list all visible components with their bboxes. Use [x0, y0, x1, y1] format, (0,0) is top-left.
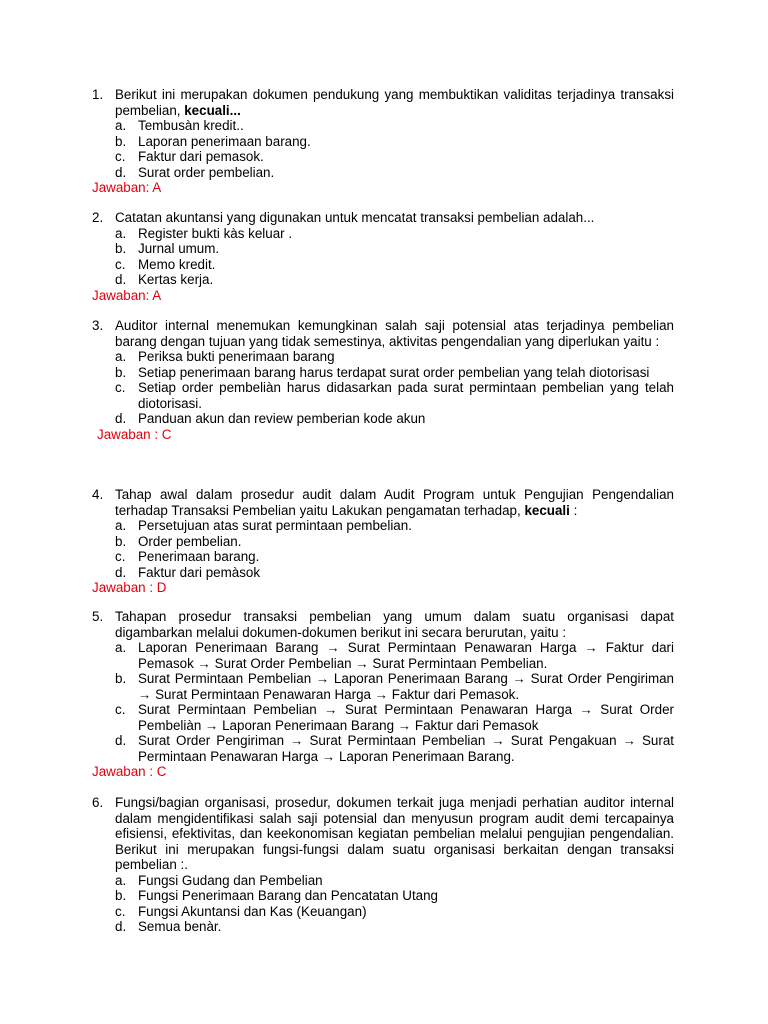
- question-text: Catatan akuntansi yang digunakan untuk mencatat transaksi pembelian adalah...: [115, 210, 595, 225]
- question-text: Berikut ini merupakan dokumen pendukung yang membuktikan validitas terjadinya transaksi pembelian, kecuali...: [115, 87, 674, 118]
- option-list: [92, 226, 674, 288]
- question-3: [92, 318, 674, 442]
- option-a: a. Tembusàn kredit..: [115, 118, 244, 133]
- option-a: a. Fungsi Gudang dan Pembelian: [115, 872, 323, 888]
- option-d: d. Semua benàr.: [115, 919, 222, 934]
- question-number: 6.: [92, 795, 104, 810]
- answer-key: Jawaban : C: [92, 764, 167, 779]
- option-d: d. Surat order pembelian.: [115, 164, 275, 180]
- option-b: b. Laporan penerimaan barang.: [115, 133, 311, 149]
- option-list: [92, 873, 674, 935]
- option-d: d. Faktur dari pemàsok: [115, 564, 261, 580]
- option-b: b. Order pembelian.: [115, 533, 242, 549]
- option-c: c. Setiap order pembeliàn harus didasarkan pada surat permintaan pembelian yang telah diotorisasi.: [115, 380, 674, 411]
- question-text: Auditor internal menemukan kemungkinan salah saji potensial atas terjadinya pembelian barang dengan tujuan yang tidak semestinya, aktivitas pengendalian yang diperlukan yaitu :: [115, 318, 674, 349]
- question-2: [92, 210, 674, 303]
- question-emphasis: kecuali: [524, 502, 570, 518]
- option-c: c. Fungsi Akuntansi dan Kas (Keuangan): [115, 903, 367, 919]
- option-a: a. Persetujuan atas surat permintaan pembelian.: [115, 518, 412, 533]
- option-c: c. Penerimaan barang.: [115, 549, 260, 564]
- option-d: d. Panduan akun dan review pemberian kode akun: [115, 411, 426, 426]
- question-emphasis: kecuali...: [184, 102, 241, 118]
- option-a: a. Laporan Penerimaan Barang → Surat Permintaan Penawaran Harga → Faktur dari Pemasok → Surat Order Pembelian → Surat Permintaan Pembelian.: [115, 640, 674, 671]
- answer-key: Jawaban: A: [92, 287, 162, 303]
- question-text: Tahap awal dalam prosedur audit dalam Audit Program untuk Pengujian Pengendalian terhadap Transaksi Pembelian yaitu Lakukan pengamatan terhadap, kecuali :: [115, 487, 674, 518]
- option-c: c. Surat Permintaan Pembelian → Surat Permintaan Penawaran Harga → Surat Order Pembeliàn → Laporan Penerimaan Barang → Faktur dari Pemasok: [115, 702, 674, 733]
- question-text: Tahapan prosedur transaksi pembelian yang umum dalam suatu organisasi dapat digambarkan melalui dokumen-dokumen berikut ini secara berurutan, yaitu :: [115, 609, 674, 640]
- option-b: b. Surat Permintaan Pembelian → Laporan Penerimaan Barang → Surat Order Pengiriman → Surat Permintaan Penawaran Harga → Faktur dari Pemasok.: [115, 671, 674, 702]
- question-number: 1.: [92, 87, 104, 102]
- option-b: b. Fungsi Penerimaan Barang dan Pencatatan Utang: [115, 888, 439, 903]
- option-b: b. Jurnal umum.: [115, 241, 220, 256]
- option-list: [92, 518, 674, 580]
- question-number: 3.: [92, 318, 104, 333]
- option-c: c. Faktur dari pemasok.: [115, 149, 264, 164]
- option-list: [92, 118, 674, 180]
- question-number: 2.: [92, 210, 104, 225]
- option-d: d. Kertas kerja.: [115, 272, 214, 287]
- option-b: b. Setiap penerimaan barang harus terdapat surat order pembelian yang telah diotorisasi: [115, 364, 650, 380]
- question-6: [92, 795, 674, 935]
- question-number: 4.: [92, 487, 104, 502]
- question-4: [92, 487, 674, 596]
- option-list: [92, 640, 674, 764]
- option-d: d. Surat Order Pengiriman → Surat Permintaan Pembelian → Surat Pengakuan → Surat Permintaan Penawaran Harga → Laporan Penerimaan Barang.: [115, 733, 674, 764]
- answer-key: Jawaban : C: [97, 426, 172, 442]
- question-5: [92, 609, 674, 780]
- answer-key: Jawaban: A: [92, 180, 162, 195]
- answer-key: Jawaban : D: [92, 580, 167, 595]
- option-a: a. Periksa bukti penerimaan barang: [115, 349, 335, 364]
- option-list: [92, 349, 674, 427]
- question-1: [92, 87, 674, 196]
- question-number: 5.: [92, 609, 104, 624]
- option-a: a. Register bukti kàs keluar .: [115, 225, 293, 241]
- question-text: Fungsi/bagian organisasi, prosedur, dokumen terkait juga menjadi perhatian auditor internal dalam mengidentifikasi salah saji potensial dan menyusun program audit demi tercapainya efisiensi, efektivitas, dan keekonomisan kegiatan pembelian melalui pengujian pengendalian. Berikut ini merupakan fungsi-fungsi dalam suatu organisasi berkaitan dengan transaksi pembelian :.: [115, 795, 674, 872]
- option-c: c. Memo kredit.: [115, 256, 216, 272]
